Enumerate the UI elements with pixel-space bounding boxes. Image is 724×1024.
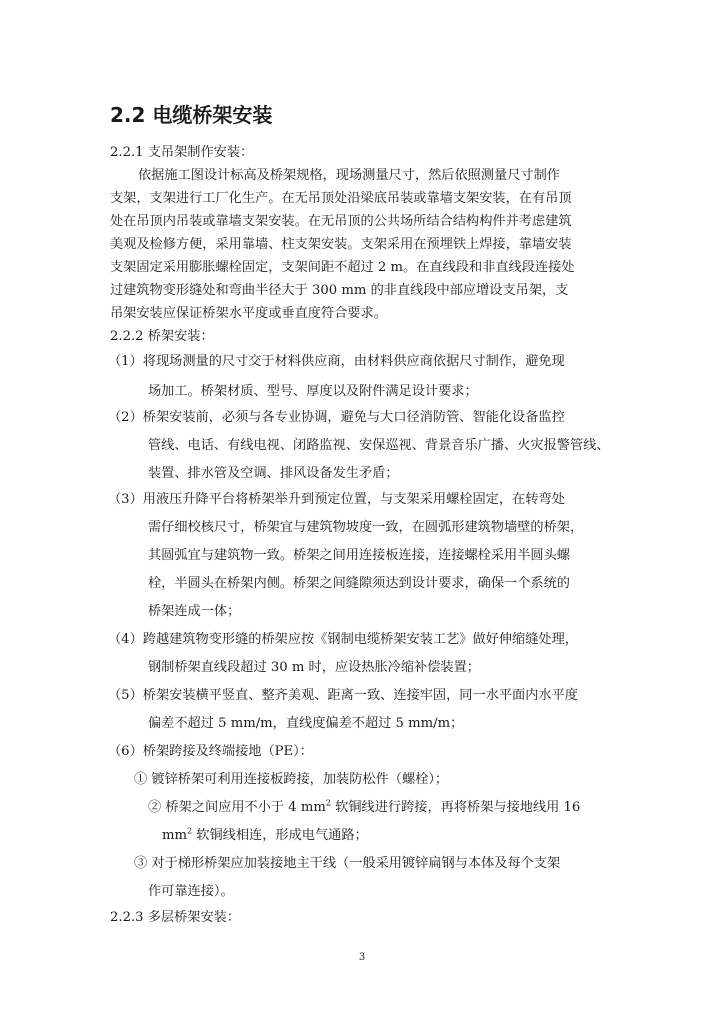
paragraph-line: 吊架安装应保证桥架水平度或垂直度符合要求。 xyxy=(110,306,387,321)
list-item-line: （2）桥架安装前，必须与各专业协调，避免与大口径消防管、智能化设备监控 xyxy=(108,410,565,425)
list-item-line: 其圆弧宜与建筑物一致。桥架之间用连接板连接，连接螺栓采用半圆头螺 xyxy=(148,548,570,563)
subsection-heading-221: 2.2.1 支吊架制作安装： xyxy=(110,145,254,160)
sub-item-3-cont: 作可靠连接）。 xyxy=(148,884,234,899)
list-item-line: 栓，半圆头在桥架内侧。桥架之间缝隙须达到设计要求，确保一个系统的 xyxy=(148,576,570,591)
page-number: 3 xyxy=(358,952,366,963)
list-item-line: 桥架连成一体； xyxy=(148,604,241,619)
subsection-heading-222: 2.2.2 桥架安装： xyxy=(110,329,214,344)
list-item-line: 装置、排水管及空调、排风设备发生矛盾； xyxy=(148,466,399,481)
sub-item-text: 软铜线进行跨接，再将桥架与接地线用 16 xyxy=(330,800,581,815)
sub-item-2-cont xyxy=(162,826,368,846)
superscript: 2 xyxy=(325,798,331,808)
list-item-line: 偏差不超过 5 mm/m，直线度偏差不超过 5 mm/m； xyxy=(148,716,464,731)
paragraph-line: 处在吊顶内吊装或靠墙支架安装。在无吊顶的公共场所结合结构构件并考虑建筑 xyxy=(110,214,572,229)
sub-item-2 xyxy=(148,798,580,818)
list-item-line: 场加工。桥架材质、型号、厚度以及附件满足设计要求； xyxy=(148,384,478,399)
list-item-line: （1）将现场测量的尺寸交于材料供应商，由材料供应商依据尺寸制作，避免现 xyxy=(108,354,565,369)
list-item-line: 钢制桥架直线段超过 30 m 时，应设热胀冷缩补偿装置； xyxy=(148,660,480,675)
sub-item-1: ① 镀锌桥架可利用连接板跨接，加装防松件（螺栓）； xyxy=(134,772,449,787)
paragraph-line: 美观及检修方便，采用靠墙、柱支架安装。支架采用在预埋铁上焊接，靠墙安装 xyxy=(110,237,572,252)
paragraph-line: 支架固定采用膨胀螺栓固定，支架间距不超过 2 m。在直线段和非直线段连接处 xyxy=(110,260,575,275)
sub-item-3: ③ 对于梯形桥架应加装接地主干线（一般采用镀锌扁钢与本体及每个支架 xyxy=(134,856,561,871)
sub-item-text: ② 桥架之间应用不小于 4 mm xyxy=(148,800,326,815)
list-item-line: 需仔细校核尺寸，桥架宜与建筑物坡度一致，在圆弧形建筑物墙壁的桥架， xyxy=(148,520,584,535)
list-item-line: （4）跨越建筑物变形缝的桥架应按《钢制电缆桥架安装工艺》做好伸缩缝处理， xyxy=(108,632,578,647)
list-item-line: 管线、电话、有线电视、闭路监视、安保巡视、背景音乐广播、火灾报警管线、 xyxy=(148,438,610,453)
list-item-line: （3）用液压升降平台将桥架举升到预定位置，与支架采用螺栓固定，在转弯处 xyxy=(108,492,565,507)
paragraph-line: 支架，支架进行工厂化生产。在无吊顶处沿梁底吊装或靠墙支架安装，在有吊顶 xyxy=(110,191,572,206)
sub-item-text: 软铜线相连，形成电气通路； xyxy=(192,828,368,843)
section-title: 2.2 电缆桥架安装 xyxy=(110,103,273,127)
superscript: 2 xyxy=(187,826,193,836)
paragraph-line: 过建筑物变形缝处和弯曲半径大于 300 mm 的非直线段中部应增设支吊架，支 xyxy=(110,283,569,298)
list-item-line: （6）桥架跨接及终端接地（PE）： xyxy=(108,744,313,759)
sub-item-text: mm xyxy=(162,828,188,843)
subsection-heading-223: 2.2.3 多层桥架安装： xyxy=(110,910,241,925)
list-item-line: （5）桥架安装横平竖直、整齐美观、距离一致、连接牢固，同一水平面内水平度 xyxy=(108,688,578,703)
paragraph-line: 依据施工图设计标高及桥架规格，现场测量尺寸，然后依照测量尺寸制作 xyxy=(138,168,560,183)
